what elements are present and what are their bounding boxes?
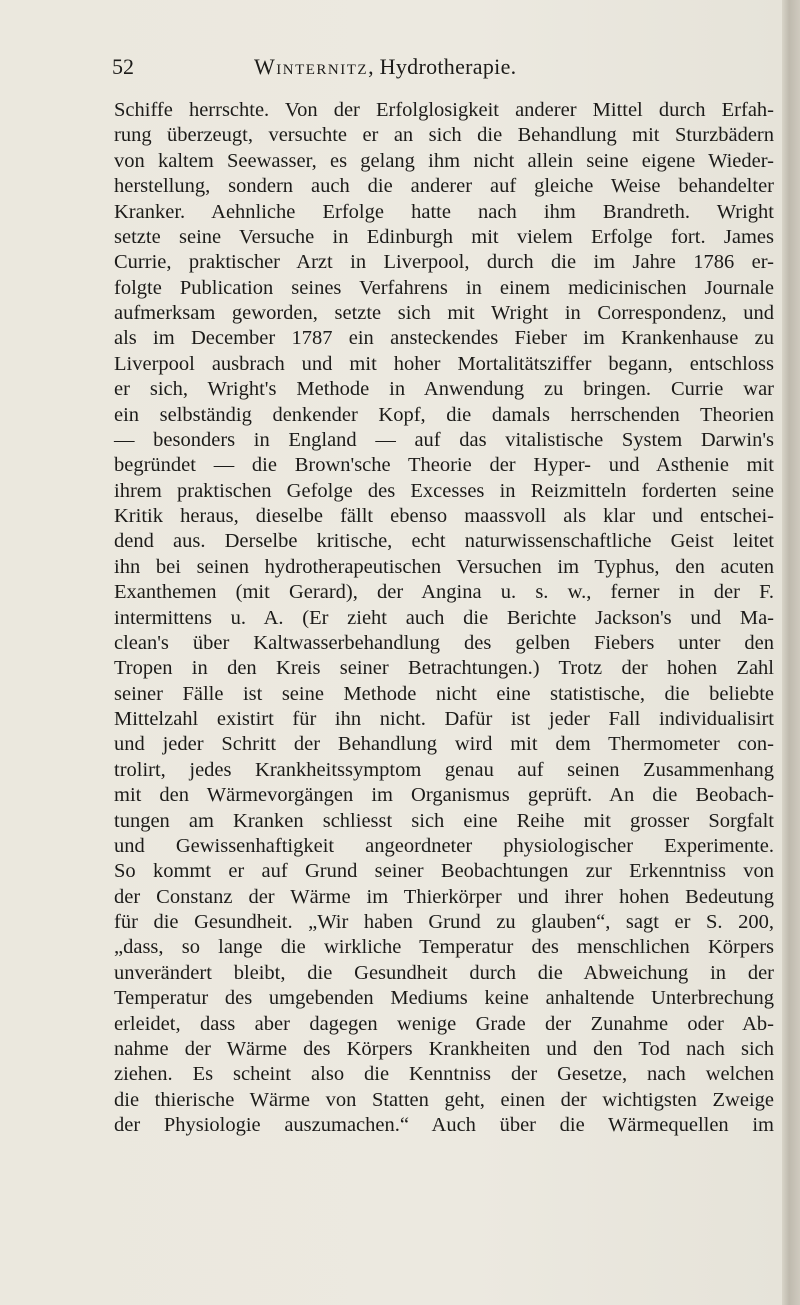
text-line: und jeder Schritt der Behandlung wird mit dem Thermometer con- [114,733,774,756]
text-line: Kranker. Aehnliche Erfolge hatte nach ihm Brandreth. Wright [114,200,774,223]
text-line: trolirt, jedes Krankheitssymptom genau auf seinen Zusammenhang [114,758,774,781]
text-line: dend aus. Derselbe kritische, echt naturwissenschaftliche Geist leitet [114,530,774,553]
text-line: und Gewissenhaftigkeit angeordneter physiologischer Experimente. [114,834,774,857]
text-line: ein selbständig denkender Kopf, die damals herrschenden Theorien [114,403,774,426]
text-line: Mittelzahl existirt für ihn nicht. Dafür ist jeder Fall individualisirt [114,708,774,730]
text-line: begründet — die Brown'sche Theorie der Hyper- und Asthenie mit [114,454,774,477]
text-line: aufmerksam geworden, setzte sich mit Wright in Correspondenz, und [114,302,774,324]
text-line: ihn bei seinen hydrotherapeutischen Versuchen im Typhus, den acuten [114,555,774,578]
text-line: Currie, praktischer Arzt in Liverpool, durch die im Jahre 1786 er- [114,251,774,274]
page-number: 52 [112,54,134,79]
text-line: herstellung, sondern auch die anderer auf gleiche Weise behandelter [114,175,774,198]
text-line: Kritik heraus, dieselbe fällt ebenso maassvoll als klar und entschei- [114,505,774,527]
text-line: als im December 1787 ein ansteckendes Fieber im Krankenhause zu [114,327,774,350]
text-line: Temperatur des umgebenden Mediums keine anhaltende Unterbrechung [114,987,774,1010]
text-line: „dass, so lange die wirkliche Temperatur des menschlichen Körpers [114,936,774,959]
text-line: Tropen in den Kreis seiner Betrachtungen.) Trotz der hohen Zahl [114,657,774,680]
text-line: für die Gesundheit. „Wir haben Grund zu glauben“, sagt er S. 200, [114,911,774,933]
text-line: So kommt er auf Grund seiner Beobachtungen zur Erkenntniss von [114,860,774,883]
text-line: erleidet, dass aber dagegen wenige Grade der Zunahme oder Ab- [114,1012,774,1035]
text-line: tungen am Kranken schliesst sich eine Reihe mit grosser Sorgfalt [114,809,774,832]
author-name: Winternitz [254,54,369,79]
text-line: mit den Wärmevorgängen im Organismus geprüft. An die Beobach- [114,784,774,807]
text-line: Exanthemen (mit Gerard), der Angina u. s. w., ferner in der F. [114,581,774,604]
text-line: ziehen. Es scheint also die Kenntniss der Gesetze, nach welchen [114,1063,774,1086]
text-line: die thierische Wärme von Statten geht, einen der wichtigsten Zweige [114,1088,774,1111]
running-title [254,54,516,80]
text-line: rung überzeugt, versuchte er an sich die Behandlung mit Sturzbädern [114,124,774,147]
text-line: Liverpool ausbrach und mit hoher Mortalitätsziffer begann, entschloss [114,352,774,375]
text-line: er sich, Wright's Methode in Anwendung zu bringen. Currie war [114,378,774,401]
text-line: — besonders in England — auf das vitalistische System Darwin's [114,428,774,451]
page-edge [782,0,800,1305]
text-line: der Physiologie auszumachen.“ Auch über die Wärmequellen im [114,1114,774,1136]
text-line: intermittens u. A. (Er zieht auch die Berichte Jackson's und Ma- [114,606,774,629]
text-line: clean's über Kaltwasserbehandlung des gelben Fiebers unter den [114,631,774,654]
body-text [114,98,774,1138]
text-line: seiner Fälle ist seine Methode nicht eine statistische, die beliebte [114,682,774,705]
text-line: von kaltem Seewasser, es gelang ihm nicht allein seine eigene Wieder- [114,149,774,172]
text-line: nahme der Wärme des Körpers Krankheiten und den Tod nach sich [114,1037,774,1060]
running-head [0,50,782,84]
text-line: folgte Publication seines Verfahrens in einem medicinischen Journale [114,276,774,299]
text-line: der Constanz der Wärme im Thierkörper und ihrer hohen Bedeutung [114,885,774,908]
text-line: unverändert bleibt, die Gesundheit durch die Abweichung in der [114,961,774,984]
text-line: Schiffe herrschte. Von der Erfolglosigkeit anderer Mittel durch Erfah- [114,99,774,121]
text-line: ihrem praktischen Gefolge des Excesses in Reizmitteln forderten seine [114,479,774,502]
text-line: setzte seine Versuche in Edinburgh mit vielem Erfolge fort. James [114,225,774,248]
book-title: , Hydrotherapie. [368,54,517,79]
